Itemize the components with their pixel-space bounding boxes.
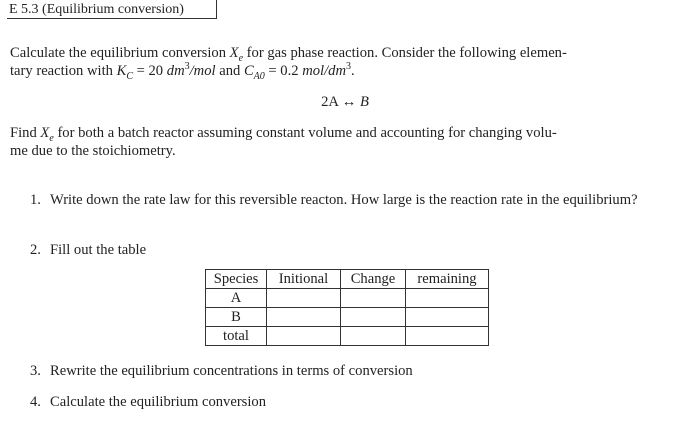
find-text: for both a batch reactor assuming constant volume and accounting for changing volu- bbox=[53, 125, 557, 141]
table-row bbox=[206, 308, 489, 327]
header-species: Species bbox=[206, 270, 267, 289]
cell-change[interactable] bbox=[341, 289, 406, 308]
list-number: 1. bbox=[30, 192, 41, 208]
symbol-c-sub: A0 bbox=[253, 70, 265, 82]
intro-text: . bbox=[350, 63, 355, 79]
cell-remaining[interactable] bbox=[406, 289, 489, 308]
find-paragraph bbox=[10, 124, 660, 160]
header-remaining: remaining bbox=[406, 270, 489, 289]
cell-initial[interactable] bbox=[267, 308, 341, 327]
cell-remaining[interactable] bbox=[406, 308, 489, 327]
list-text: Fill out the table bbox=[50, 242, 147, 258]
list-number: 3. bbox=[30, 363, 41, 379]
list-text: Calculate the equilibrium conversion bbox=[50, 394, 267, 410]
symbol-c: C bbox=[243, 63, 254, 79]
find-text: Find bbox=[10, 125, 41, 141]
intro-text: tary reaction with bbox=[10, 63, 117, 79]
find-text: me due to the stoichiometry. bbox=[10, 143, 176, 159]
list-number: 2. bbox=[30, 242, 41, 258]
cell-species: B bbox=[206, 308, 267, 327]
cell-remaining[interactable] bbox=[406, 327, 489, 346]
exercise-title: E 5.3 (Equilibrium conversion) bbox=[7, 0, 217, 19]
reaction-rhs: B bbox=[360, 94, 369, 110]
table-row bbox=[206, 289, 489, 308]
symbol-k: K bbox=[116, 63, 127, 79]
symbol-k-sub: C bbox=[126, 70, 133, 82]
header-initial: Initional bbox=[267, 270, 341, 289]
symbol-x-sub: e bbox=[49, 132, 54, 144]
list-item-4 bbox=[30, 393, 650, 411]
list-item-2 bbox=[30, 241, 650, 259]
symbol-x: X bbox=[229, 45, 239, 61]
cell-initial[interactable] bbox=[267, 289, 341, 308]
cell-species: total bbox=[206, 327, 267, 346]
intro-text: and bbox=[215, 63, 244, 79]
table-header-row bbox=[206, 270, 489, 289]
ca0-unit-exp: 3 bbox=[345, 61, 351, 73]
cell-species: A bbox=[206, 289, 267, 308]
list-number: 4. bbox=[30, 394, 41, 410]
symbol-x: X bbox=[40, 125, 50, 141]
header-change: Change bbox=[341, 270, 406, 289]
intro-paragraph bbox=[10, 44, 660, 80]
intro-text: Calculate the equilibrium conversion bbox=[10, 45, 230, 61]
ca0-value: = 0.2 bbox=[264, 63, 303, 79]
symbol-x-sub: e bbox=[238, 52, 244, 64]
cell-change[interactable] bbox=[341, 327, 406, 346]
list-item-3 bbox=[30, 362, 650, 380]
list-text: Rewrite the equilibrium concentrations in terms of conversion bbox=[50, 363, 413, 379]
reaction-arrow: ↔ bbox=[338, 94, 360, 110]
cell-change[interactable] bbox=[341, 308, 406, 327]
cell-initial[interactable] bbox=[267, 327, 341, 346]
intro-text: for gas phase reaction. Consider the following elemen- bbox=[243, 45, 567, 61]
kc-value: = 20 bbox=[132, 63, 167, 79]
reaction-lhs: 2A bbox=[321, 94, 339, 110]
ca0-unit: mol/dm bbox=[302, 63, 346, 79]
kc-unit: dm bbox=[166, 63, 185, 79]
kc-unit-exp: 3 bbox=[184, 61, 190, 73]
list-text: Write down the rate law for this reversible reacton. How large is the reaction rate in the equilibrium? bbox=[50, 192, 638, 208]
species-table bbox=[205, 269, 489, 346]
kc-unit2: /mol bbox=[189, 63, 216, 79]
table-row bbox=[206, 327, 489, 346]
list-item-1 bbox=[30, 191, 650, 209]
reaction-equation bbox=[0, 93, 690, 111]
